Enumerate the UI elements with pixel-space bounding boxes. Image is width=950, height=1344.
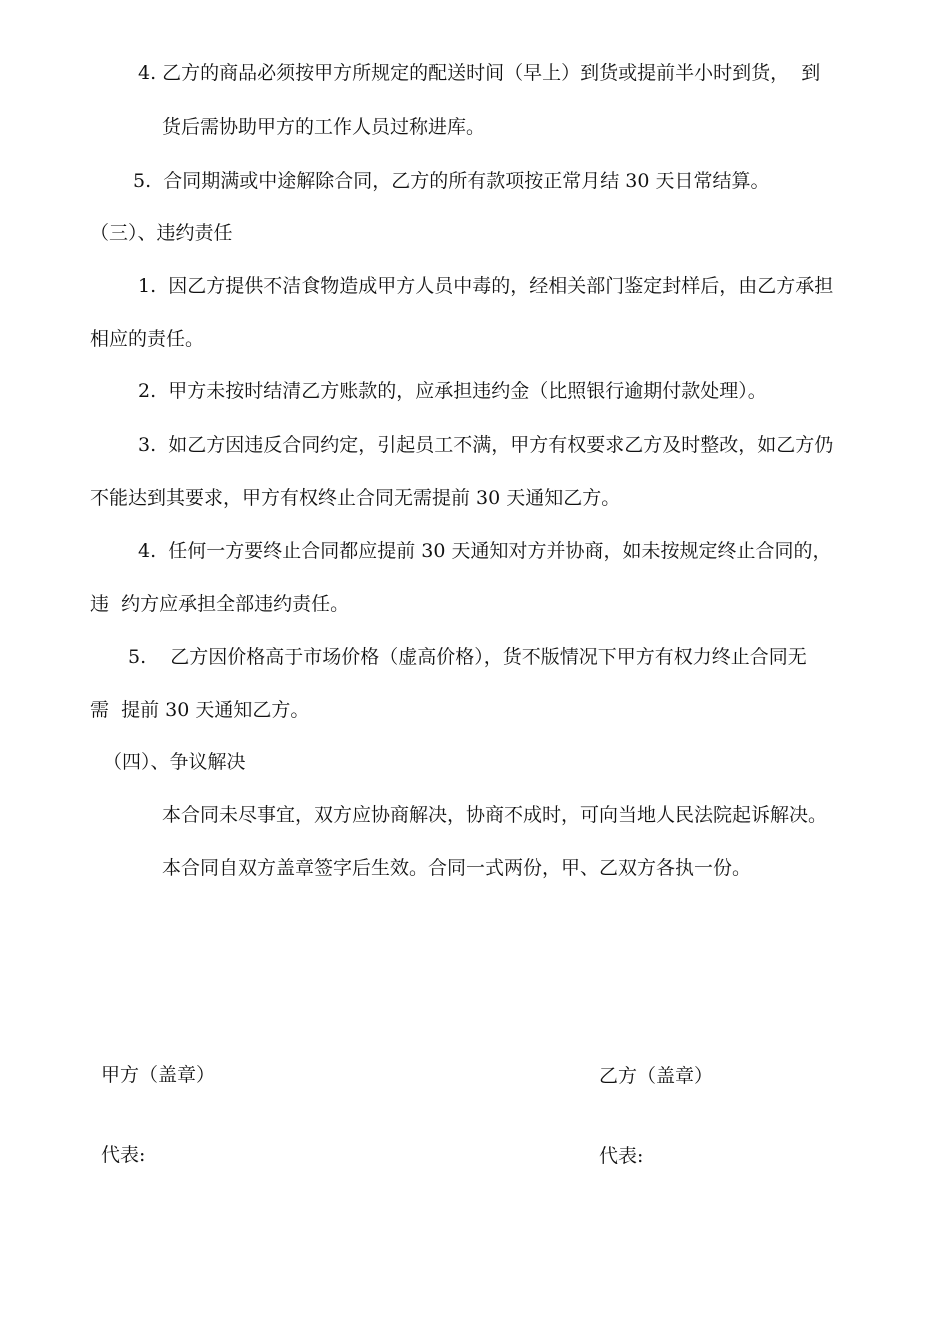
supply-item-4-line-1: 4. 乙方的商品必须按甲方所规定的配送时间（早上）到货或提前半小时到货， 到	[138, 62, 821, 84]
party-a-seal-label: 甲方（盖章）	[101, 1064, 216, 1086]
supply-item-4-line-2: 货后需协助甲方的工作人员过称进库。	[162, 116, 486, 138]
section-4-heading: （四）、争议解决	[103, 751, 246, 773]
dispute-paragraph-1: 本合同未尽事宜，双方应协商解决，协商不成时，可向当地人民法院起诉解决。	[162, 804, 828, 826]
party-b-representative-label: 代表:	[599, 1145, 644, 1167]
breach-item-1-line-1: 1. 因乙方提供不洁食物造成甲方人员中毒的，经相关部门鉴定封样后，由乙方承担	[138, 275, 834, 297]
breach-item-3-line-2: 不能达到其要求，甲方有权终止合同无需提前 30 天通知乙方。	[90, 487, 621, 509]
breach-item-2: 2. 甲方未按时结清乙方账款的，应承担违约金（比照银行逾期付款处理）。	[138, 380, 767, 402]
breach-item-3-line-1: 3. 如乙方因违反合同约定，引起员工不满，甲方有权要求乙方及时整改，如乙方仍	[138, 434, 834, 456]
breach-item-4-line-1: 4. 任何一方要终止合同都应提前 30 天通知对方并协商，如未按规定终止合同的，	[138, 540, 832, 562]
breach-item-5-line-2: 需 提前 30 天通知乙方。	[90, 699, 310, 721]
effective-paragraph: 本合同自双方盖章签字后生效。合同一式两份，甲、乙双方各执一份。	[162, 857, 752, 879]
party-b-seal-label: 乙方（盖章）	[599, 1065, 714, 1087]
breach-item-1-line-2: 相应的责任。	[90, 328, 205, 350]
breach-item-4-line-2: 违 约方应承担全部违约责任。	[90, 593, 350, 615]
party-a-representative-label: 代表:	[101, 1144, 146, 1166]
breach-item-5-line-1: 5. 乙方因价格高于市场价格（虚高价格），货不版情况下甲方有权力终止合同无	[128, 646, 807, 668]
section-3-heading: （三）、违约责任	[90, 222, 233, 244]
supply-item-5: 5. 合同期满或中途解除合同，乙方的所有款项按正常月结 30 天日常结算。	[133, 170, 770, 192]
